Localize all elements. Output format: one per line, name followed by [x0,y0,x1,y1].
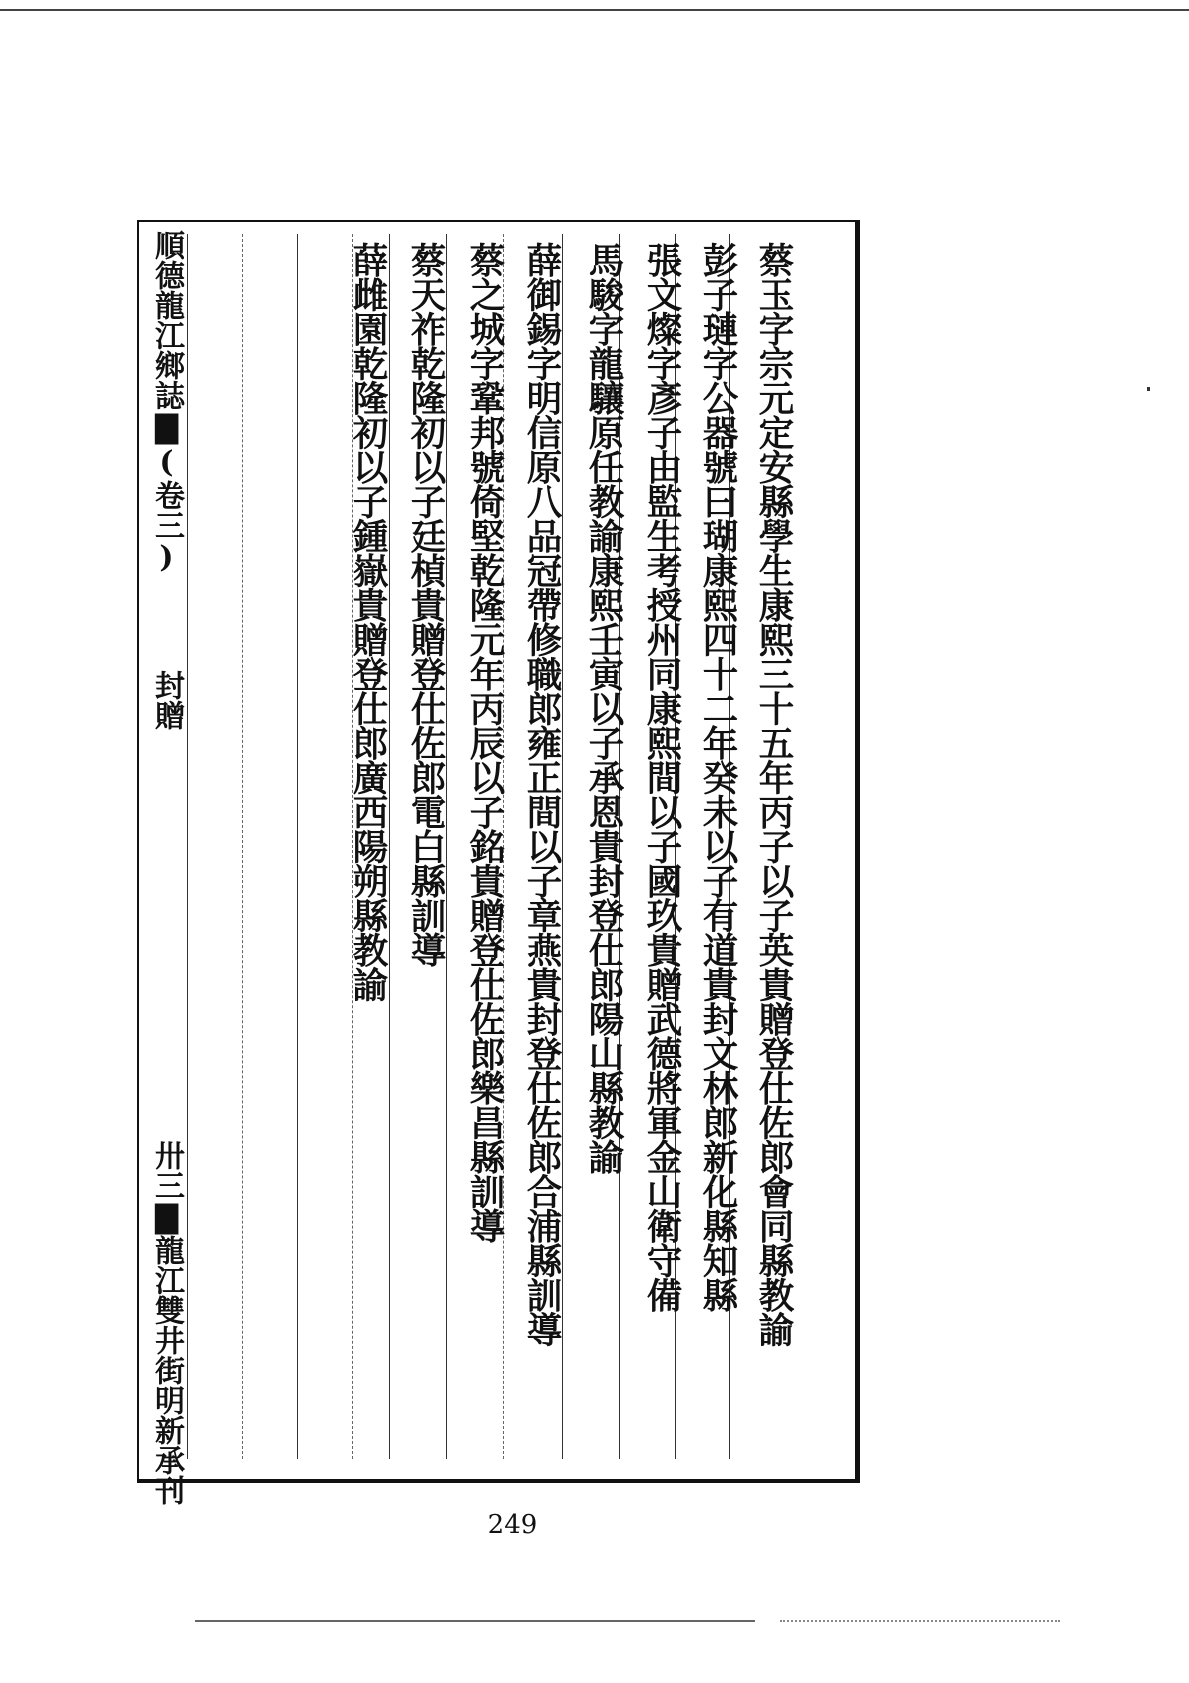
entry-column: 蔡天祚乾隆初以子廷楨貴贈登仕佐郎電白縣訓導 [405,242,446,967]
entry-column: 蔡玉字宗元定安縣學生康熙三十五年丙子以子英貴贈登仕佐郎會同縣教諭 [753,242,794,1346]
section-title: 封贈 [149,670,184,730]
entry-column: 薛御錫字明信原八品冠帶修職郎雍正間以子章燕貴封登仕佐郎合浦縣訓導 [521,242,562,1346]
entry-column: 彭子璉字公器號曰瑚康熙四十二年癸未以子有道貴封文林郎新化縣知縣 [697,242,738,1312]
top-border-line [0,9,1189,11]
page-frame [137,220,860,1505]
column-rule [297,234,298,1459]
margin-rule [187,234,188,1459]
book-title: 順德龍江鄉誌▇(卷三) [149,230,184,575]
scan-speck [1147,387,1150,391]
printer-credit: 卅三▇龍江雙井街明新承刊 [149,1140,184,1505]
entry-column: 蔡之城字鞏邦號倚堅乾隆元年丙辰以子銘貴贈登仕佐郎樂昌縣訓導 [464,242,505,1243]
column-rule [389,234,390,1459]
entry-column: 薛雌園乾隆初以子鍾嶽貴贈登仕郎廣西陽朔縣教諭 [347,242,388,1001]
column-rule [242,234,243,1459]
page-number-wrap [0,1510,1189,1540]
bottom-dotted-line [780,1620,1060,1622]
bottom-line [195,1620,755,1622]
entry-column: 張文燦字彥子由監生考授州同康熙間以子國玖貴贈武德將軍金山衛守備 [641,242,682,1312]
page-number: 249 [487,1510,538,1540]
entry-column: 馬駿字龍驤原任教諭康熙壬寅以子承恩貴封登仕郎陽山縣教諭 [583,242,624,1174]
